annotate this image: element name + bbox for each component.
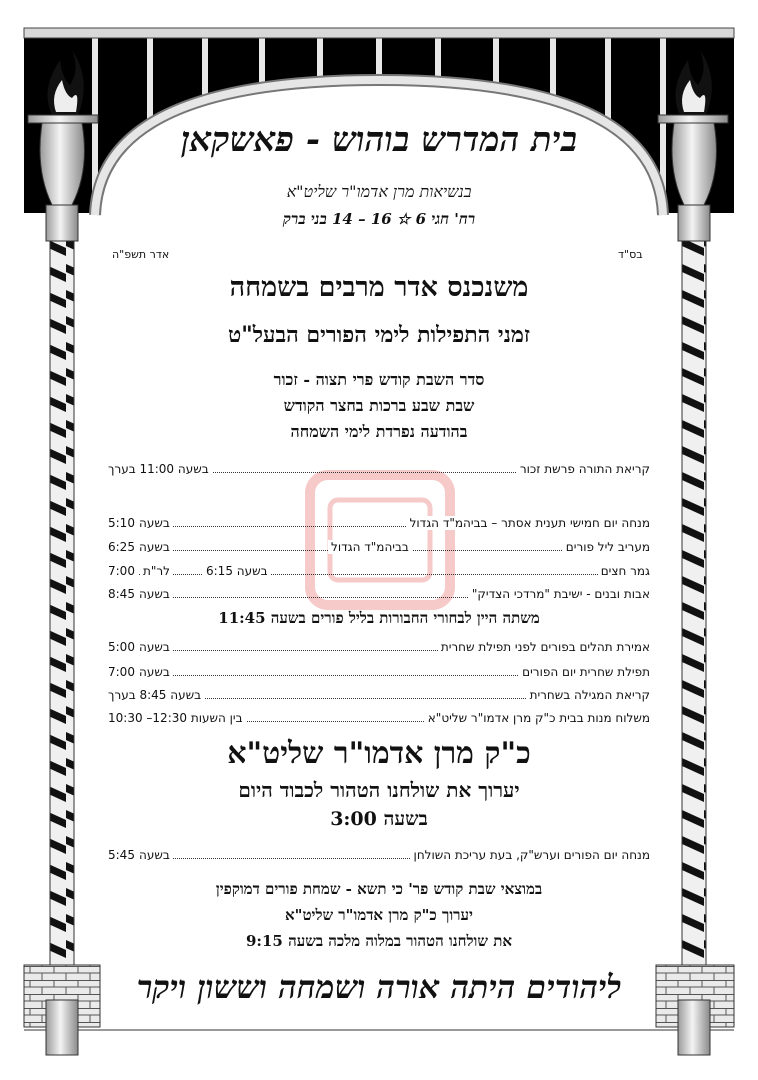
schedule-row: מעריב ליל פורים בביהמ"ד הגדול בשעה 6:25 <box>108 540 650 554</box>
motzei-line-3: את שולחנו הטהור במלוה מלכה בשעה 9:15 <box>246 932 512 950</box>
schedule-row: משלוח מנות בבית כ"ק מרן אדמו"ר שליט"א בין השעות 12:30– 10:30 <box>108 711 650 725</box>
intro-line-2: שבת שבע ברכות בחצר הקודש <box>283 396 475 415</box>
bsd-mark: בס"ד <box>618 248 643 261</box>
motzei-line-2: יערוך כ"ק מרן אדמו"ר שליט"א <box>285 906 473 924</box>
schedule-row: קריאת התורה פרשת זכור בשעה 11:00 בערך <box>108 462 650 476</box>
footer-verse: ליהודים היתה אורה ושמחה וששון ויקר <box>136 968 622 1006</box>
schedule-row: קריאת המגילה בשחרית בשעה 8:45 בערך <box>108 688 650 702</box>
schedule-row: תפילת שחרית יום הפורים בשעה 7:00 <box>108 665 650 679</box>
schedule-row: גמר חצים בשעה 6:15 לר"ת 7:00 <box>108 564 650 578</box>
institution-address: רח' חגי 6 ☆ 16 – 14 בני ברק <box>282 210 476 228</box>
schedule-row: מנחה יום חמישי תענית אסתר – בביהמ"ד הגדול בשעה 5:10 <box>108 516 650 530</box>
motzei-line-1: במוצאי שבת קודש פר' כי תשא - שמחת פורים דמוקפין <box>215 880 543 898</box>
headline: משנכנס אדר מרבים בשמחה <box>229 272 529 303</box>
subheadline: זמני התפילות לימי הפורים הבעל"ט <box>227 322 531 348</box>
intro-line-1: סדר השבת קודש פרי תצוה - זכור <box>273 370 485 389</box>
rebbe-name: כ"ק מרן אדמו"ר שליט"א <box>227 736 531 771</box>
schedule-row: מנחה יום הפורים וערש"ק, בעת עריכת השולחן בשעה 5:45 <box>108 848 650 862</box>
rebbe-time: בשעה 3:00 <box>330 808 428 830</box>
institution-title: בית המדרש בוהוש - פאשקאן <box>180 120 578 160</box>
mishte-line: משתה היין לבחורי החבורות בליל פורים בשעה 11:45 <box>218 609 540 627</box>
intro-line-3: בהודעה נפרדת לימי השמחה <box>290 422 468 441</box>
schedule-row: אבות ובנים - ישיבת "מרדכי הצדיק" בשעה 8:45 <box>108 587 650 601</box>
hebrew-date: אדר תשפ"ה <box>112 248 170 261</box>
rebbe-line: יערוך את שולחנו הטהור לכבוד היום <box>238 778 520 802</box>
schedule-row: אמירת תהלים בפורים לפני תפילת שחרית בשעה 5:00 <box>108 640 650 654</box>
institution-subtitle: בנשיאות מרן אדמו"ר שליט"א <box>286 182 472 201</box>
